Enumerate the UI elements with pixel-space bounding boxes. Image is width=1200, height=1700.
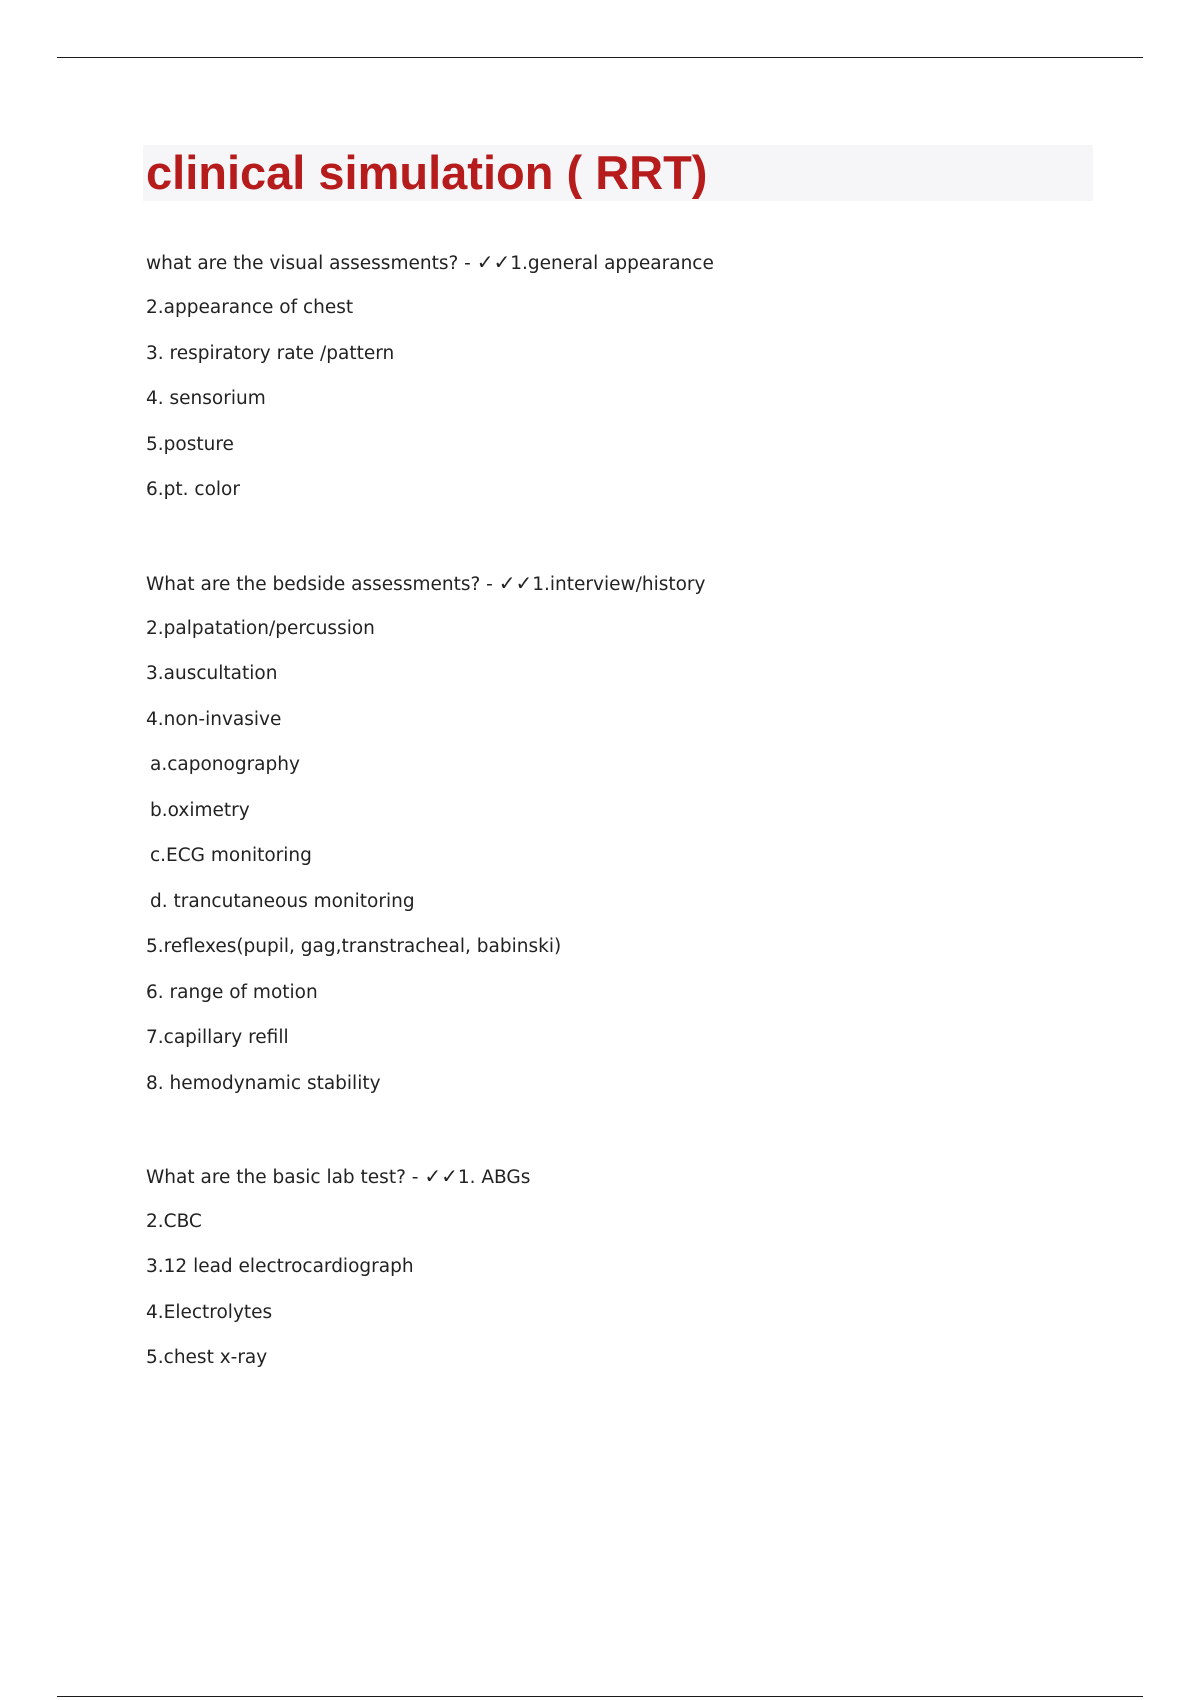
question-bedside-assessments [146,571,705,597]
list-item: 4.Electrolytes [146,1302,273,1323]
list-item: b.oximetry [150,800,250,821]
list-item: 6.pt. color [146,479,240,500]
document-title: clinical simulation ( RRT) [146,146,708,199]
bottom-rule [57,1696,1143,1697]
list-item: 2.palpatation/percussion [146,618,375,639]
answer-text: 1.general appearance [510,253,714,274]
check-mark-icon: ✓✓ [476,250,511,274]
list-item: 2.CBC [146,1211,202,1232]
list-item: 5.reflexes(pupil, gag,transtracheal, babinski) [146,936,562,957]
list-item: 7.capillary refill [146,1027,289,1048]
question-text: What are the basic lab test? - [146,1167,425,1188]
list-item: a.caponography [150,754,300,775]
list-item: 2.appearance of chest [146,297,354,318]
list-item: c.ECG monitoring [150,845,312,866]
check-mark-icon: ✓✓ [498,571,533,595]
list-item: 4.non-invasive [146,709,282,730]
answer-text: 1.interview/history [532,574,706,595]
question-text: What are the bedside assessments? - [146,574,499,595]
list-item: 4. sensorium [146,388,266,409]
list-item: 3. respiratory rate /pattern [146,343,395,364]
check-mark-icon: ✓✓ [424,1164,458,1188]
list-item: 3.auscultation [146,663,278,684]
list-item: 8. hemodynamic stability [146,1073,381,1094]
list-item: 5.posture [146,434,234,455]
list-item: 3.12 lead electrocardiograph [146,1256,414,1277]
question-basic-lab-tests [146,1164,530,1190]
top-rule [57,57,1143,58]
question-visual-assessments [146,250,714,276]
list-item: d. trancutaneous monitoring [150,891,415,912]
list-item: 5.chest x-ray [146,1347,268,1368]
list-item: 6. range of motion [146,982,318,1003]
question-text: what are the visual assessments? - [146,253,477,274]
answer-text: 1. ABGs [457,1167,531,1188]
